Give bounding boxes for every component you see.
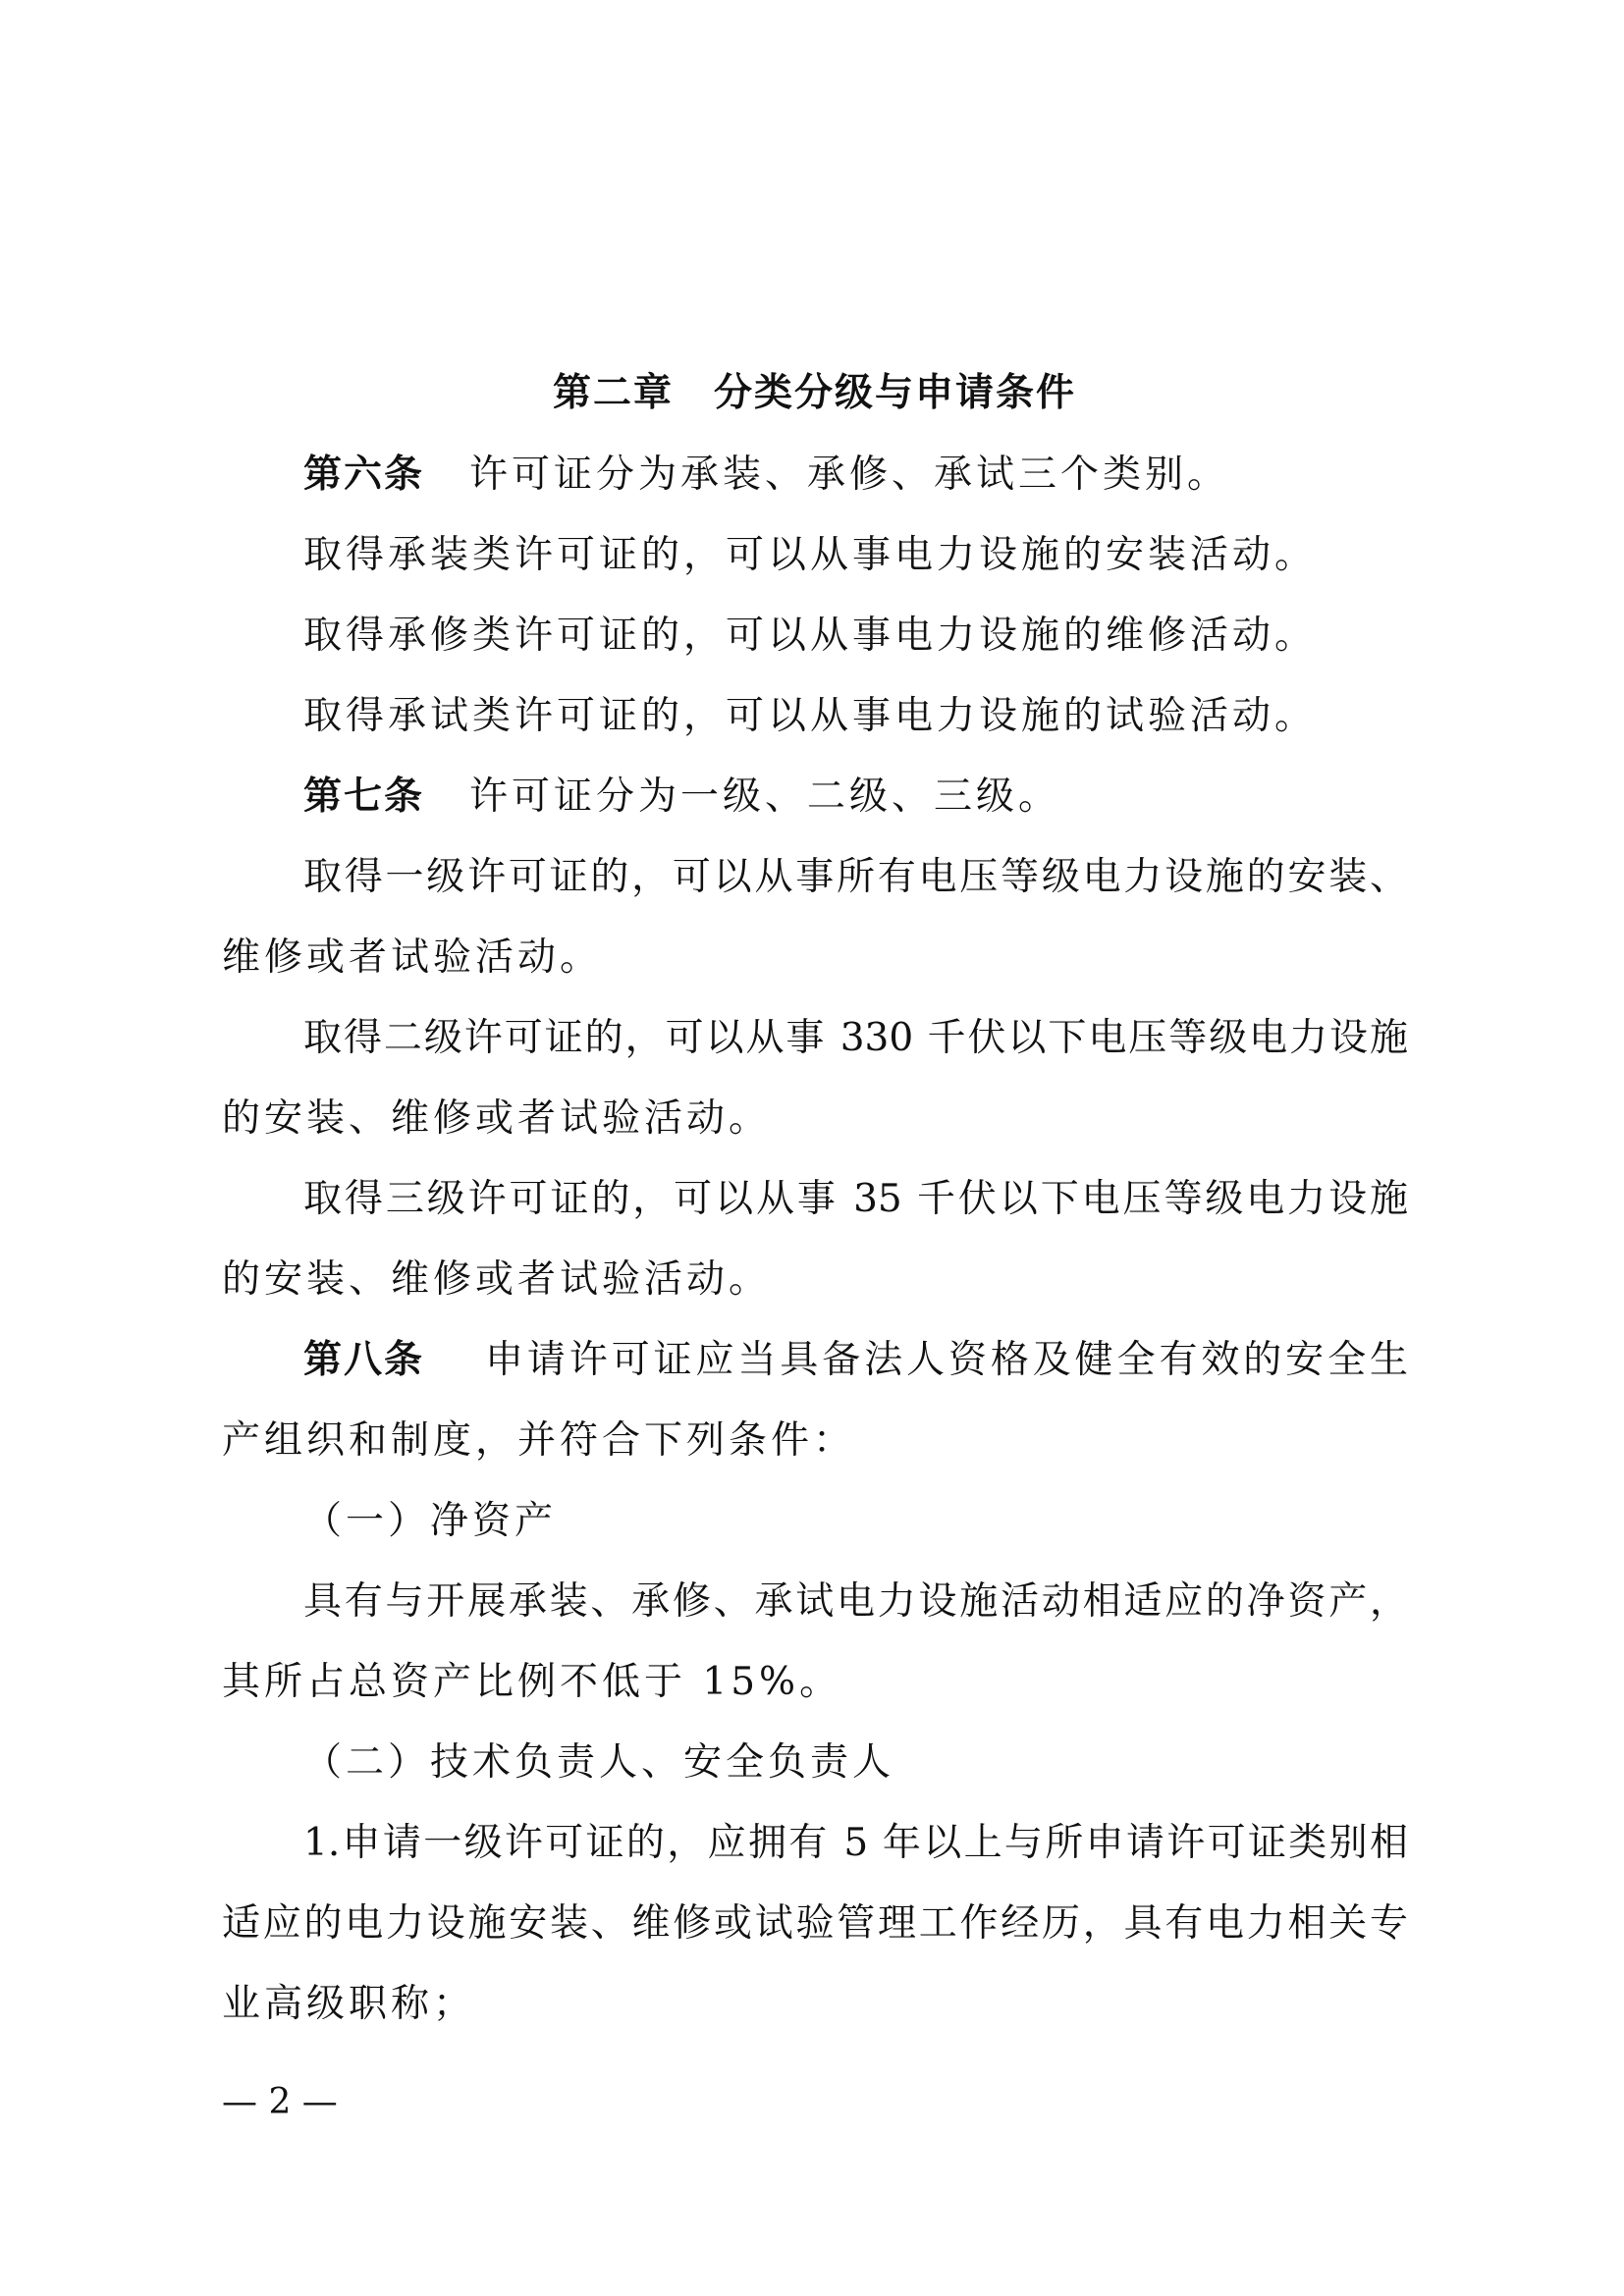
article-8-heading [303,1338,1408,1382]
article-6-paragraph-3: 取得承试类许可证的，可以从事电力设施的试验活动。 [303,694,1318,738]
article-6-label: 第六条 [303,453,425,497]
article-7-paragraph-1-line-2: 维修或者试验活动。 [222,935,603,980]
article-8-item-1-title: （一）净资产 [303,1499,558,1543]
article-7-paragraph-3-line-1: 取得三级许可证的，可以从事 35 千伏以下电压等级电力设施 [303,1177,1408,1221]
article-6-text: 许可证分为承装、承修、承试三个类别。 [469,453,1230,497]
article-8-text-line-1: 申请许可证应当具备法人资格及健全有效的安全生 [485,1338,1408,1382]
article-6-paragraph-2: 取得承修类许可证的，可以从事电力设施的维修活动。 [303,614,1318,658]
article-6-paragraph-1: 取得承装类许可证的，可以从事电力设施的安装活动。 [303,533,1318,577]
article-7-paragraph-1-line-1: 取得一级许可证的，可以从事所有电压等级电力设施的安装、 [303,855,1408,899]
article-7-paragraph-2-line-1: 取得二级许可证的，可以从事 330 千伏以下电压等级电力设施 [303,1016,1408,1060]
article-6-heading [303,453,1230,497]
article-7-text: 许可证分为一级、二级、三级。 [469,774,1061,819]
article-8-item-1-line-2: 其所占总资产比例不低于 15%。 [222,1660,842,1704]
article-8-item-2-1-line-3: 业高级职称； [222,1982,476,2026]
article-7-label: 第七条 [303,774,425,819]
page-number: — 2 — [222,2082,338,2122]
article-8-text-line-2: 产组织和制度，并符合下列条件： [222,1418,856,1463]
article-8-item-1-line-1: 具有与开展承装、承修、承试电力设施活动相适应的净资产， [303,1579,1408,1624]
article-8-item-2-title: （二）技术负责人、安全负责人 [303,1740,895,1785]
chapter-title: 第二章 分类分级与申请条件 [553,371,1077,415]
article-7-paragraph-2-line-2: 的安装、维修或者试验活动。 [222,1096,772,1141]
article-8-item-2-1-line-2: 适应的电力设施安装、维修或试验管理工作经历，具有电力相关专 [222,1901,1408,1946]
article-8-label: 第八条 [303,1338,425,1382]
article-8-item-2-1-line-1: 1.申请一级许可证的，应拥有 5 年以上与所申请许可证类别相 [303,1821,1408,1865]
article-7-paragraph-3-line-2: 的安装、维修或者试验活动。 [222,1257,772,1302]
article-7-heading [303,774,1061,819]
